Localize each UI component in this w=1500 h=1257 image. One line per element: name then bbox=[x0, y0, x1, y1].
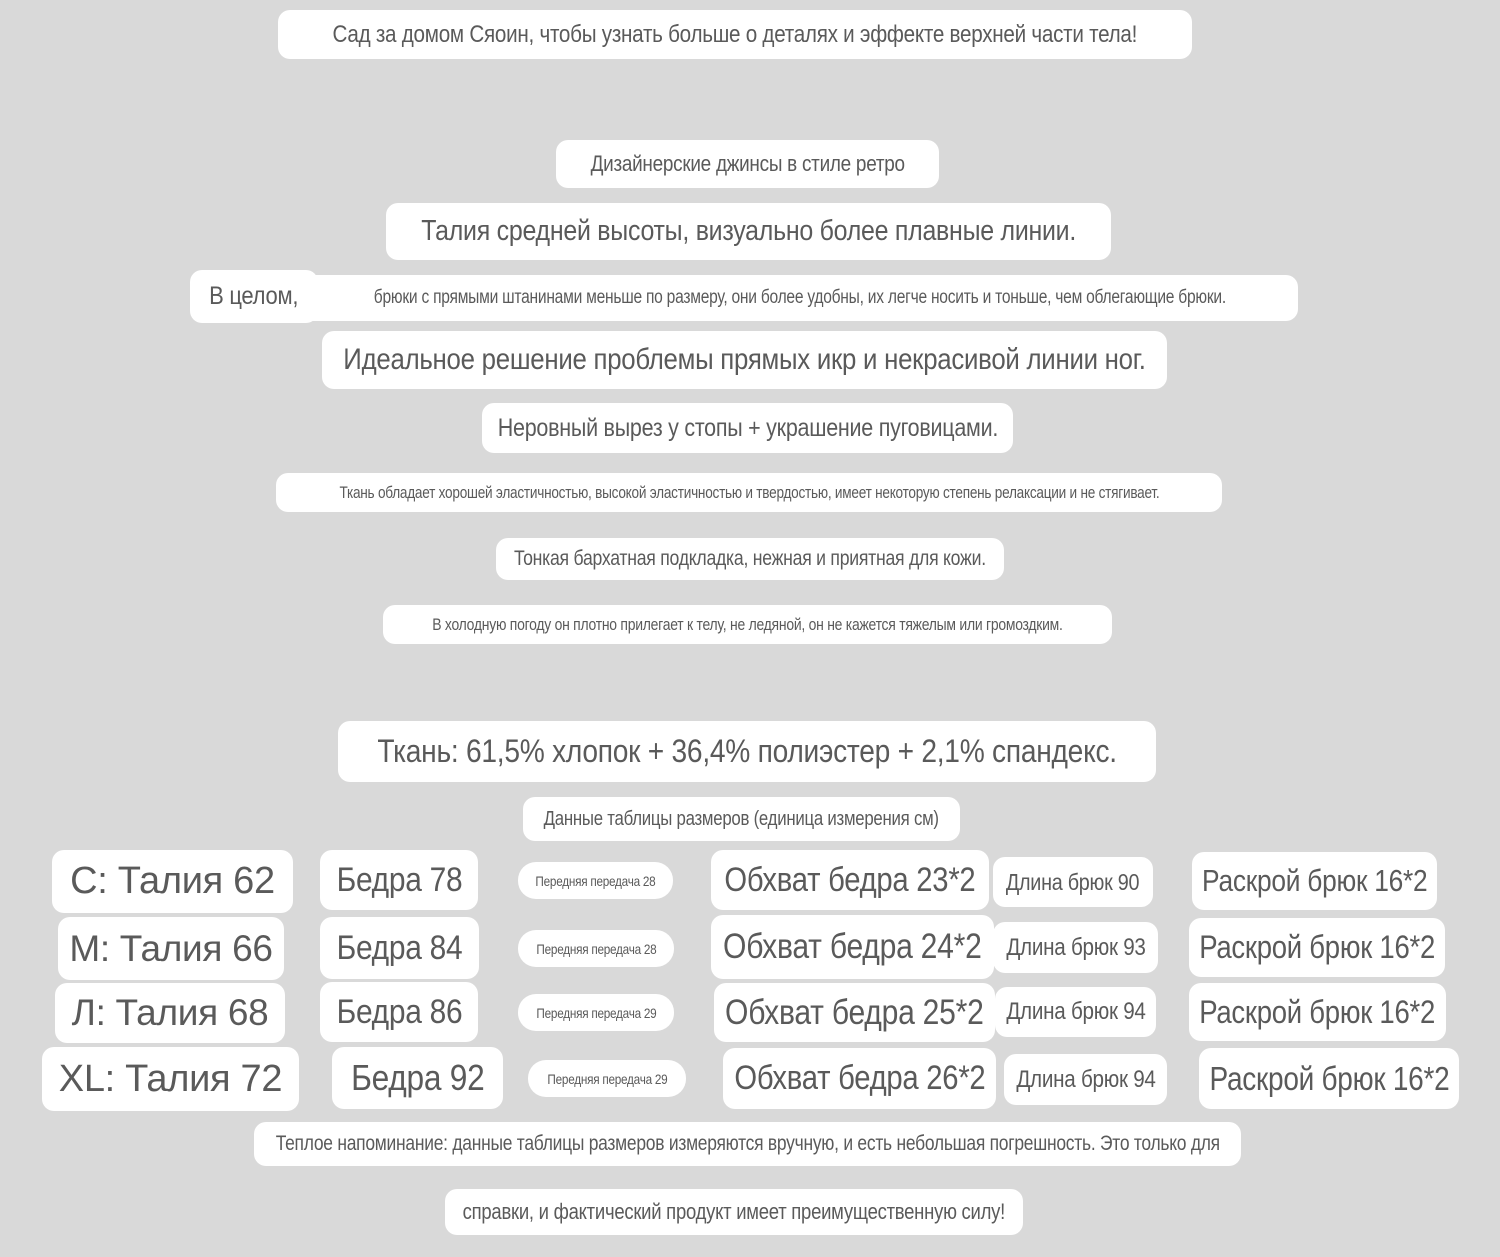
size-front-rise: Передняя передача 28 bbox=[518, 862, 673, 899]
feature-cold: В холодную погоду он плотно прилегает к телу, не ледяной, он не кажется тяжелым или громоздким. bbox=[383, 605, 1112, 644]
size-thigh: Обхват бедра 23*2 bbox=[711, 850, 989, 910]
size-leg-opening: Раскрой брюк 16*2 bbox=[1192, 852, 1437, 910]
size-waist: XL: Талия 72 bbox=[42, 1047, 299, 1111]
size-front-rise: Передняя передача 29 bbox=[518, 994, 674, 1031]
size-front-rise: Передняя передача 28 bbox=[518, 930, 674, 967]
feature-overall: брюки с прямыми штанинами меньше по размеру, они более удобны, их легче носить и тоньше, чем облегающие брюки. bbox=[296, 275, 1298, 321]
size-length: Длина брюк 94 bbox=[995, 987, 1156, 1037]
size-length: Длина брюк 90 bbox=[993, 857, 1153, 907]
size-hips: Бедра 84 bbox=[320, 917, 479, 979]
size-waist: С: Талия 62 bbox=[52, 850, 293, 913]
size-table-title: Данные таблицы размеров (единица измерения см) bbox=[523, 797, 960, 841]
size-front-rise: Передняя передача 29 bbox=[528, 1060, 686, 1097]
feature-lining: Тонкая бархатная подкладка, нежная и приятная для кожи. bbox=[496, 538, 1004, 580]
size-length: Длина брюк 93 bbox=[993, 922, 1158, 973]
size-hips: Бедра 86 bbox=[320, 982, 478, 1042]
size-waist: М: Талия 66 bbox=[58, 917, 284, 980]
reminder-line-1: Теплое напоминание: данные таблицы размеров измеряются вручную, и есть небольшая погрешность. Это только для bbox=[254, 1122, 1241, 1166]
intro-caption bbox=[278, 10, 1192, 59]
feature-waist: Талия средней высоты, визуально более плавные линии. bbox=[386, 203, 1111, 260]
size-leg-opening: Раскрой брюк 16*2 bbox=[1189, 983, 1446, 1041]
feature-cut: Неровный вырез у стопы + украшение пуговицами. bbox=[482, 403, 1013, 453]
feature-title: Дизайнерские джинсы в стиле ретро bbox=[556, 140, 939, 188]
size-hips: Бедра 92 bbox=[332, 1047, 503, 1109]
size-length: Длина брюк 94 bbox=[1004, 1054, 1167, 1105]
feature-solution: Идеальное решение проблемы прямых икр и некрасивой линии ног. bbox=[322, 331, 1167, 389]
size-hips: Бедра 78 bbox=[320, 850, 478, 910]
size-thigh: Обхват бедра 25*2 bbox=[714, 983, 995, 1042]
size-leg-opening: Раскрой брюк 16*2 bbox=[1199, 1048, 1459, 1109]
reminder-line-2: справки, и фактический продукт имеет преимущественную силу! bbox=[445, 1189, 1023, 1235]
size-leg-opening: Раскрой брюк 16*2 bbox=[1189, 918, 1445, 977]
size-thigh: Обхват бедра 26*2 bbox=[723, 1048, 996, 1109]
size-waist: Л: Талия 68 bbox=[55, 983, 285, 1043]
feature-elasticity: Ткань обладает хорошей эластичностью, высокой эластичностью и твердостью, имеет некоторую степень релаксации и не стягивает. bbox=[276, 473, 1222, 512]
fabric-composition: Ткань: 61,5% хлопок + 36,4% полиэстер + 2,1% спандекс. bbox=[338, 721, 1156, 782]
feature-overall-prefix: В целом, bbox=[190, 270, 318, 323]
intro-text: Сад за домом Сяоин, чтобы узнать больше о деталях и эффекте верхней части тела! bbox=[332, 20, 1138, 48]
size-thigh: Обхват бедра 24*2 bbox=[711, 915, 994, 979]
